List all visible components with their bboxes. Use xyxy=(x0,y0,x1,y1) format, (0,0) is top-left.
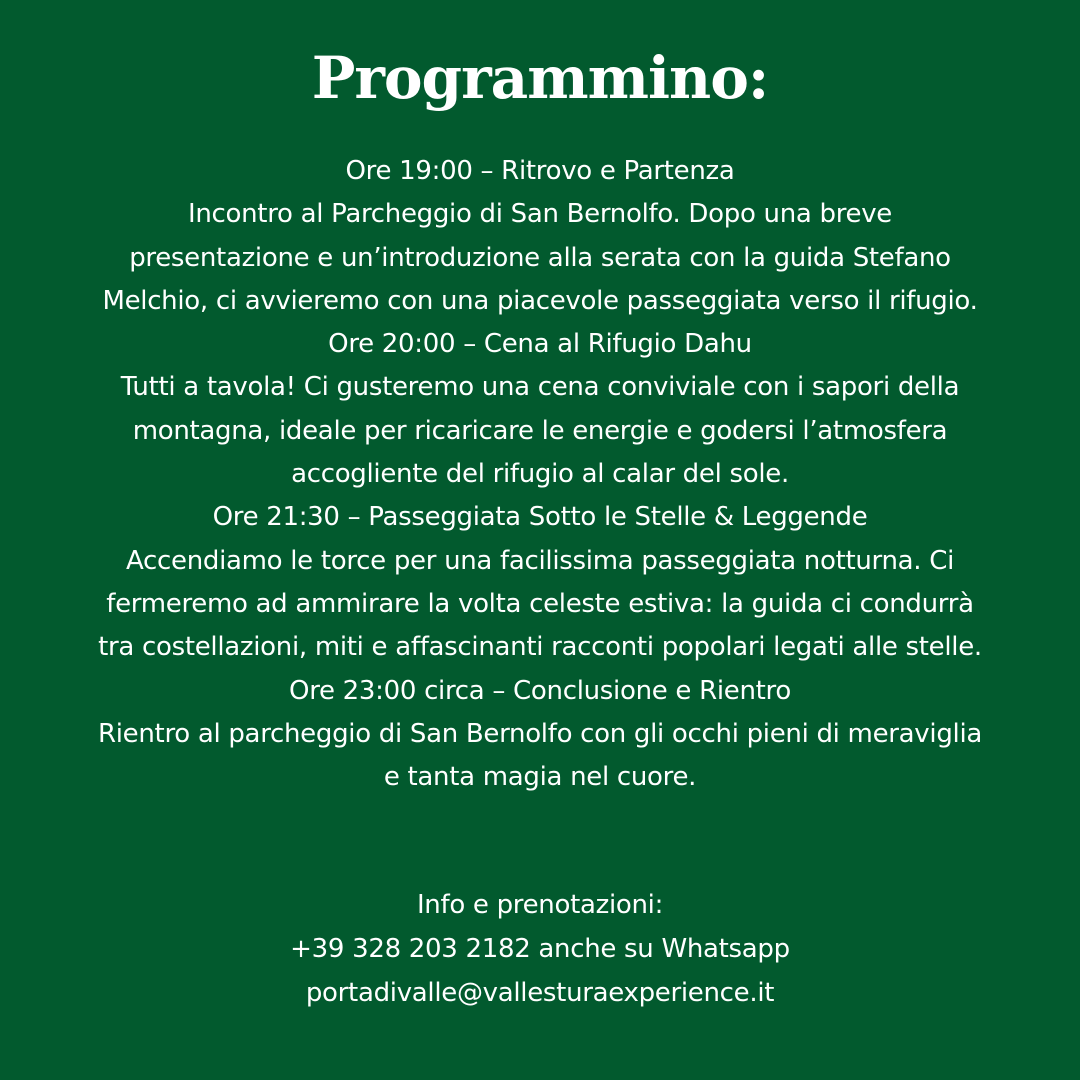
schedule-heading-1900: Ore 19:00 – Ritrovo e Partenza xyxy=(345,156,735,186)
page-title: Programmino: xyxy=(311,44,769,112)
schedule-description-line: Melchio, ci avvieremo con una piacevole passeggiata verso il rifugio. xyxy=(102,285,978,316)
schedule-heading-2300: Ore 23:00 circa – Conclusione e Rientro xyxy=(289,675,791,706)
contact-info xyxy=(40,883,1040,1015)
schedule-description-line: e tanta magia nel cuore. xyxy=(383,762,697,793)
schedule-description-line: accogliente del rifugio al calar del sole. xyxy=(291,459,789,490)
schedule-description-line: presentazione e un’introduzione alla serata con la guida Stefano xyxy=(129,242,951,273)
schedule-description-line: fermeremo ad ammirare la volta celeste estiva: la guida ci condurrà xyxy=(106,588,974,619)
email-address: portadivalle@vallesturaexperience.it xyxy=(305,978,775,1008)
schedule-description-line: Tutti a tavola! Ci gusteremo una cena conviviale con i sapori della xyxy=(120,372,960,403)
phone-number: +39 328 203 2182 anche su Whatsapp xyxy=(290,934,790,964)
info-label: Info e prenotazioni: xyxy=(416,890,664,920)
schedule-description-line: Incontro al Parcheggio di San Bernolfo. Dopo una breve xyxy=(187,199,892,230)
schedule-description-line: Accendiamo le torce per una facilissima passeggiata notturna. Ci xyxy=(126,545,954,576)
schedule-heading-2130: Ore 21:30 – Passeggiata Sotto le Stelle & Leggende xyxy=(212,502,868,533)
schedule-description-line: tra costellazioni, miti e affascinanti racconti popolari legati alle stelle. xyxy=(98,632,982,663)
schedule-description-line: Rientro al parcheggio di San Bernolfo con gli occhi pieni di meraviglia xyxy=(97,718,983,749)
program-schedule xyxy=(40,150,1040,799)
schedule-description-line: montagna, ideale per ricaricare le energie e godersi l’atmosfera xyxy=(132,415,948,446)
schedule-heading-2000: Ore 20:00 – Cena al Rifugio Dahu xyxy=(328,329,752,360)
